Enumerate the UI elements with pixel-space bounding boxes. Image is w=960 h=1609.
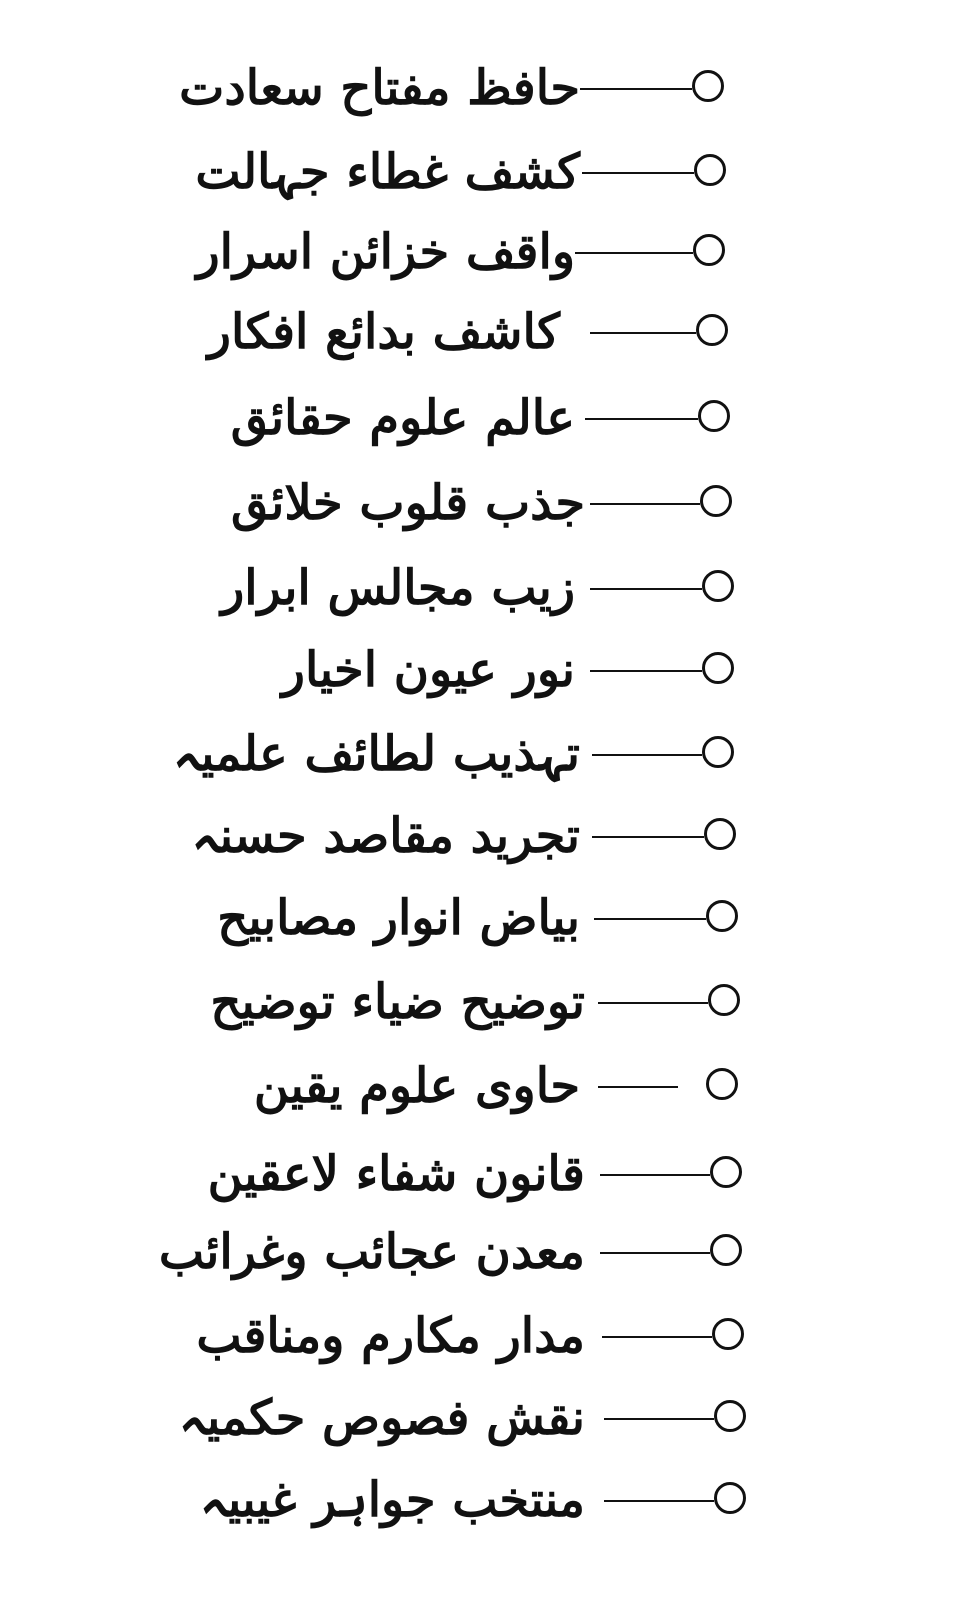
- connector-line: [598, 1002, 708, 1004]
- circle-bullet-icon: [710, 1234, 742, 1266]
- list-item-title: عالم علوم حقائق: [230, 390, 575, 446]
- circle-bullet-icon: [712, 1318, 744, 1350]
- circle-bullet-icon: [714, 1400, 746, 1432]
- list-item: [0, 1296, 960, 1376]
- list-item-title: حاوی علوم یقین: [253, 1058, 580, 1114]
- circle-bullet-icon: [702, 652, 734, 684]
- list-item: [0, 132, 960, 212]
- circle-bullet-icon: [710, 1156, 742, 1188]
- circle-bullet-icon: [694, 154, 726, 186]
- circle-bullet-icon: [706, 1068, 738, 1100]
- list-item-title: منتخب جواہر غیبیہ: [199, 1472, 585, 1528]
- connector-line: [600, 1252, 710, 1254]
- connector-line: [590, 332, 696, 334]
- list-item: [0, 292, 960, 372]
- list-item: [0, 1134, 960, 1214]
- connector-line: [598, 1086, 678, 1088]
- connector-line: [590, 588, 702, 590]
- list-item: [0, 48, 960, 128]
- circle-bullet-icon: [704, 818, 736, 850]
- list-item-title: نور عیون اخیار: [281, 642, 575, 698]
- list-item-title: مدار مکارم ومناقب: [196, 1308, 585, 1364]
- list-item: [0, 378, 960, 458]
- circle-bullet-icon: [708, 984, 740, 1016]
- list-item-title: تجرید مقاصد حسنہ: [191, 808, 580, 864]
- list-item: [0, 212, 960, 292]
- list-item: [0, 1378, 960, 1458]
- connector-line: [582, 172, 694, 174]
- connector-line: [580, 88, 692, 90]
- list-item: [0, 796, 960, 876]
- list-item-title: جذب قلوب خلائق: [231, 475, 585, 531]
- connector-line: [604, 1418, 714, 1420]
- list-item: [0, 548, 960, 628]
- list-item: [0, 1460, 960, 1540]
- connector-line: [590, 503, 700, 505]
- connector-line: [590, 670, 702, 672]
- list-item-title: تہذیب لطائف علمیہ: [172, 726, 580, 782]
- circle-bullet-icon: [702, 736, 734, 768]
- connector-line: [600, 1174, 710, 1176]
- list-item-title: کشف غطاء جہالت: [195, 144, 580, 200]
- circle-bullet-icon: [714, 1482, 746, 1514]
- circle-bullet-icon: [698, 400, 730, 432]
- list-item-title: توضیح ضیاء توضیح: [210, 974, 585, 1030]
- list-item-title: زیب مجالس ابرار: [221, 560, 575, 616]
- list-item: [0, 962, 960, 1042]
- connector-line: [594, 918, 706, 920]
- circle-bullet-icon: [692, 70, 724, 102]
- connector-line: [592, 836, 704, 838]
- circle-bullet-icon: [696, 314, 728, 346]
- circle-bullet-icon: [693, 234, 725, 266]
- list-item-title: کاشف بدائع افکار: [207, 304, 560, 360]
- list-item: [0, 463, 960, 543]
- connector-line: [575, 252, 693, 254]
- list-item: [0, 1046, 960, 1126]
- circle-bullet-icon: [702, 570, 734, 602]
- connector-line: [592, 754, 702, 756]
- connector-line: [602, 1336, 712, 1338]
- list-item-title: قانون شفاء لاعقین: [207, 1146, 585, 1202]
- list-item: [0, 878, 960, 958]
- list-item-title: نقش فصوص حکمیہ: [178, 1390, 585, 1446]
- connector-line: [604, 1500, 714, 1502]
- list-item-title: معدن عجائب وغرائب: [158, 1224, 585, 1280]
- list-item-title: بیاض انوار مصابیح: [217, 890, 580, 946]
- list-item: [0, 1212, 960, 1292]
- connector-line: [585, 418, 698, 420]
- list-item-title: واقف خزائن اسرار: [196, 224, 575, 280]
- list-item: [0, 630, 960, 710]
- list-item-title: حافظ مفتاح سعادت: [179, 60, 580, 116]
- circle-bullet-icon: [706, 900, 738, 932]
- circle-bullet-icon: [700, 485, 732, 517]
- list-item: [0, 714, 960, 794]
